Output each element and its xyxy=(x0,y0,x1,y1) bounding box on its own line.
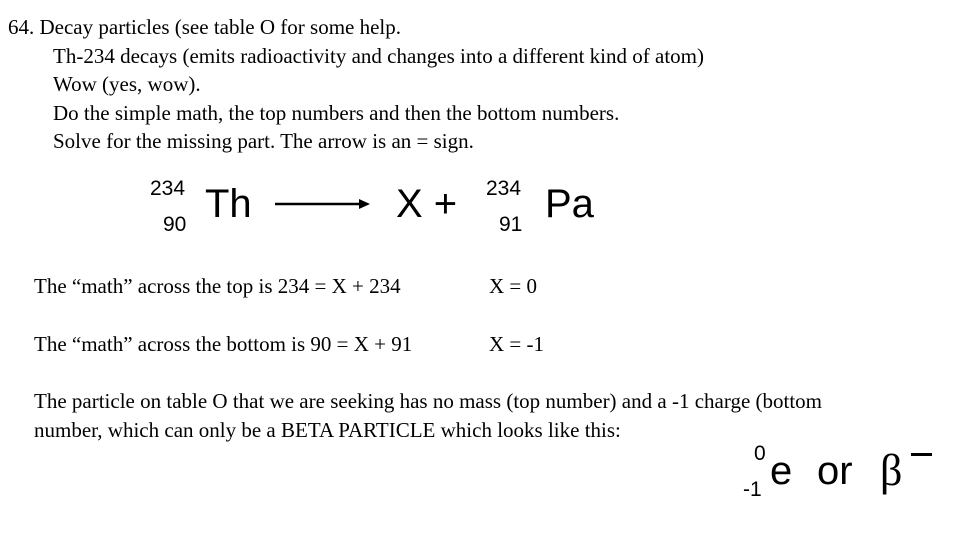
bottom-math-text: The “math” across the bottom is 90 = X + 91 xyxy=(34,332,413,356)
pa-atomic-number: 91 xyxy=(499,213,523,236)
unknown-product: X + xyxy=(396,182,458,226)
electron-symbol: e xyxy=(770,449,793,493)
intro-line-solve: Solve for the missing part. The arrow is an = sign. xyxy=(53,129,474,153)
reaction-arrow-icon xyxy=(275,194,370,214)
th-mass-number: 234 xyxy=(150,177,186,200)
top-math-result: X = 0 xyxy=(489,274,538,298)
intro-line-wow: Wow (yes, wow). xyxy=(53,72,201,96)
beta-charge-number: -1 xyxy=(743,478,762,501)
intro-line-decay: Th-234 decays (emits radioactivity and changes into a different kind of atom) xyxy=(53,44,704,68)
conclusion-line-2: number, which can only be a BETA PARTICLE which looks like this: xyxy=(34,418,621,442)
th-atomic-number: 90 xyxy=(163,213,187,236)
bottom-math-result: X = -1 xyxy=(489,332,545,356)
or-text: or xyxy=(817,449,853,493)
pa-symbol: Pa xyxy=(545,182,594,226)
conclusion-line-1: The particle on table O that we are seeking has no mass (top number) and a -1 charge (bottom xyxy=(34,389,823,413)
beta-symbol: β xyxy=(880,446,903,495)
question-title: 64. Decay particles (see table O for some help. xyxy=(8,15,402,39)
beta-mass-number: 0 xyxy=(754,442,766,465)
intro-line-math: Do the simple math, the top numbers and then the bottom numbers. xyxy=(53,101,620,125)
beta-minus-sign xyxy=(911,453,932,456)
top-math-text: The “math” across the top is 234 = X + 234 xyxy=(34,274,401,298)
pa-mass-number: 234 xyxy=(486,177,522,200)
th-symbol: Th xyxy=(205,182,252,226)
